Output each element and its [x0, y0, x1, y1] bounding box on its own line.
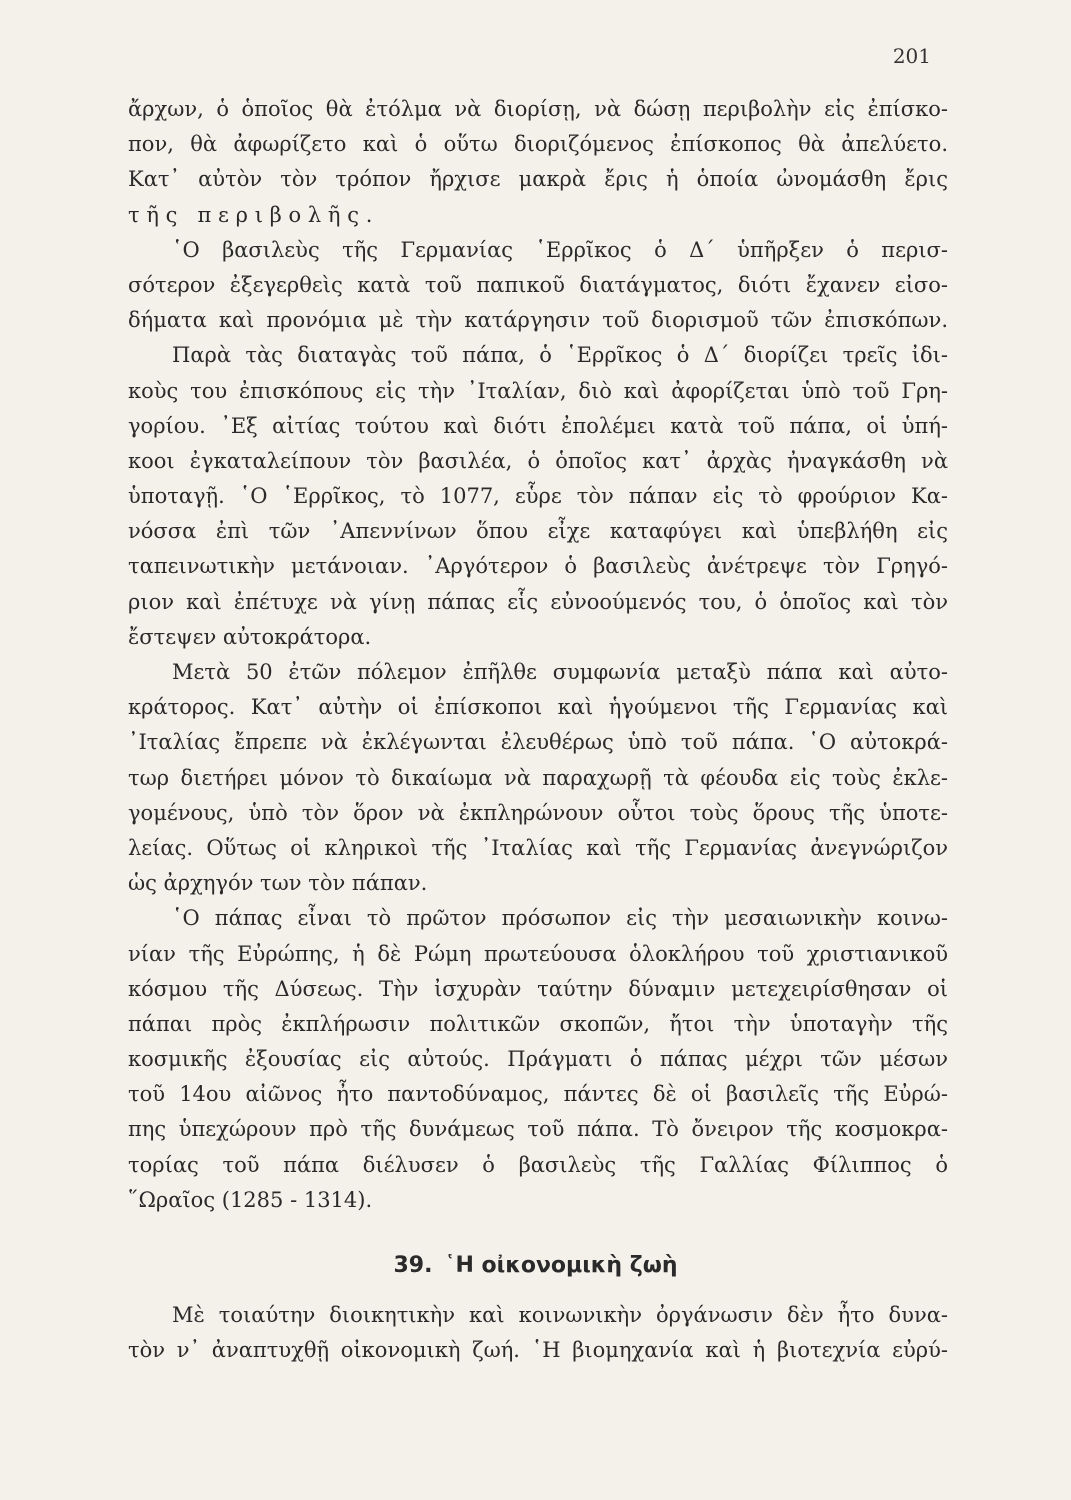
text-line: ἄρχων, ὁ ὁποῖος θὰ ἐτόλμα νὰ διορίσῃ, νὰ δώσῃ περιβολὴν εἰς ἐπίσκο-	[128, 97, 948, 121]
text-line: ῾Ο πάπας εἶναι τὸ πρῶτον πρόσωπον εἰς τὴν μεσαιωνικὴν κοινω-	[172, 906, 948, 931]
text-line: τορίας τοῦ πάπα διέλυσεν ὁ βασιλεὺς τῆς Γαλλίας Φίλιππος ὁ	[128, 1152, 948, 1177]
text-line: νίαν τῆς Εὐρώπης, ἡ δὲ Ρώμη πρωτεύουσα ὁλοκλήρου τοῦ χριστιανικοῦ	[128, 941, 948, 966]
text-line: τὸν ν᾿ ἀναπτυχθῇ οἰκονομικὴ ζωή. ῾Η βιομηχανία καὶ ἡ βιοτεχνία εὐρύ-	[128, 1338, 948, 1363]
text-line: ᾿Ιταλίας ἔπρεπε νὰ ἐκλέγωνται ἐλευθέρως ὑπὸ τοῦ πάπα. ῾Ο αὐτοκρά-	[128, 730, 948, 755]
page-number: 201	[892, 44, 931, 68]
text-line: κοσμικῆς ἐξουσίας εἰς αὐτούς. Πράγματι ὁ πάπας μέχρι τῶν μέσων	[128, 1047, 948, 1072]
text-line: ῾Ο βασιλεὺς τῆς Γερμανίας ῾Ερρῖκος ὁ Δ´ ὑπῆρξεν ὁ περισ-	[172, 237, 948, 262]
text-line: ὑποταγῇ. ῾Ο ῾Ερρῖκος, τὸ 1077, εὗρε τὸν πάπαν εἰς τὸ φρούριον Κα-	[128, 484, 948, 509]
body-text	[128, 92, 948, 1218]
text-line: δήματα καὶ προνόμια μὲ τὴν κατάργησιν τοῦ διορισμοῦ τῶν ἐπισκόπων.	[128, 308, 948, 333]
text-line: Μετὰ 50 ἐτῶν πόλεμον ἐπῆλθε συμφωνία μεταξὺ πάπα καὶ αὐτο-	[172, 660, 948, 684]
section-heading	[0, 1253, 1071, 1278]
section-number: 39.	[393, 1253, 433, 1278]
text-line: λείας. Οὕτως οἱ κληρικοὶ τῆς ᾿Ιταλίας καὶ τῆς Γερμανίας ἀνεγνώριζον	[128, 835, 948, 860]
section-body-text	[128, 1298, 948, 1368]
text-line: Κατ᾿ αὐτὸν τὸν τρόπον ἤρχισε μακρὰ ἔρις ἡ ὁποία ὠνομάσθη ἔρις	[128, 167, 948, 192]
text-line: Παρὰ τὰς διαταγὰς τοῦ πάπα, ὁ ῾Ερρῖκος ὁ Δ´ διορίζει τρεῖς ἰδι-	[172, 343, 948, 368]
text-line: πάπαι πρὸς ἐκπλήρωσιν πολιτικῶν σκοπῶν, ἤτοι τὴν ὑποταγὴν τῆς	[128, 1011, 948, 1036]
section-title: ῾Η οἰκονομικὴ ζωὴ	[444, 1253, 678, 1278]
text-line: κράτορος. Κατ᾿ αὐτὴν οἱ ἐπίσκοποι καὶ ἡγούμενοι τῆς Γερμανίας καὶ	[128, 695, 948, 720]
text-line: κοοι ἐγκαταλείπουν τὸν βασιλέα, ὁ ὁποῖος κατ᾿ ἀρχὰς ἠναγκάσθη νὰ	[128, 448, 948, 473]
text-line: κοὺς του ἐπισκόπους εἰς τὴν ᾿Ιταλίαν, διὸ καὶ ἀφορίζεται ὑπὸ τοῦ Γρη-	[128, 378, 948, 403]
text-line: γομένους, ὑπὸ τὸν ὅρον νὰ ἐκπληρώνουν οὗτοι τοὺς ὅρους τῆς ὑποτε-	[128, 800, 948, 825]
text-line: πον, θὰ ἀφωρίζετο καὶ ὁ οὕτω διοριζόμενος ἐπίσκοπος θὰ ἀπελύετο.	[128, 132, 948, 157]
text-line: γορίου. ᾿Εξ αἰτίας τούτου καὶ διότι ἐπολέμει κατὰ τοῦ πάπα, οἱ ὑπή-	[128, 413, 948, 438]
text-line: Μὲ τοιαύτην διοικητικὴν καὶ κοινωνικὴν ὀργάνωσιν δὲν ἦτο δυνα-	[172, 1303, 948, 1327]
text-line: ταπεινωτικὴν μετάνοιαν. ᾿Αργότερον ὁ βασιλεὺς ἀνέτρεψε τὸν Γρηγό-	[128, 554, 948, 579]
text-line: ριον καὶ ἐπέτυχε νὰ γίνῃ πάπας εἷς εὐνοούμενός του, ὁ ὁποῖος καὶ τὸν	[128, 589, 948, 614]
text-line: τῆς περιβολῆς.	[128, 202, 380, 227]
text-line: ῞Ωραῖος (1285 - 1314).	[128, 1187, 373, 1212]
text-line: τοῦ 14ου αἰῶνος ἦτο παντοδύναμος, πάντες δὲ οἱ βασιλεῖς τῆς Εὐρώ-	[128, 1082, 948, 1107]
text-line: πης ὑπεχώρουν πρὸ τῆς δυνάμεως τοῦ πάπα. Τὸ ὄνειρον τῆς κοσμοκρα-	[128, 1117, 948, 1142]
text-line: ὡς ἀρχηγόν των τὸν πάπαν.	[128, 871, 428, 896]
text-line: νόσσα ἐπὶ τῶν ᾿Απεννίνων ὅπου εἶχε καταφύγει καὶ ὑπεβλήθη εἰς	[128, 519, 948, 544]
text-line: τωρ διετήρει μόνον τὸ δικαίωμα νὰ παραχωρῇ τὰ φέουδα εἰς τοὺς ἐκλε-	[128, 765, 948, 790]
text-line: κόσμου τῆς Δύσεως. Τὴν ἰσχυρὰν ταύτην δύναμιν μετεχειρίσθησαν οἱ	[128, 976, 948, 1001]
text-line: σότερον ἐξεγερθεὶς κατὰ τοῦ παπικοῦ διατάγματος, διότι ἔχανεν εἰσο-	[128, 272, 948, 297]
text-line: ἔστεψεν αὐτοκράτορα.	[128, 624, 372, 649]
